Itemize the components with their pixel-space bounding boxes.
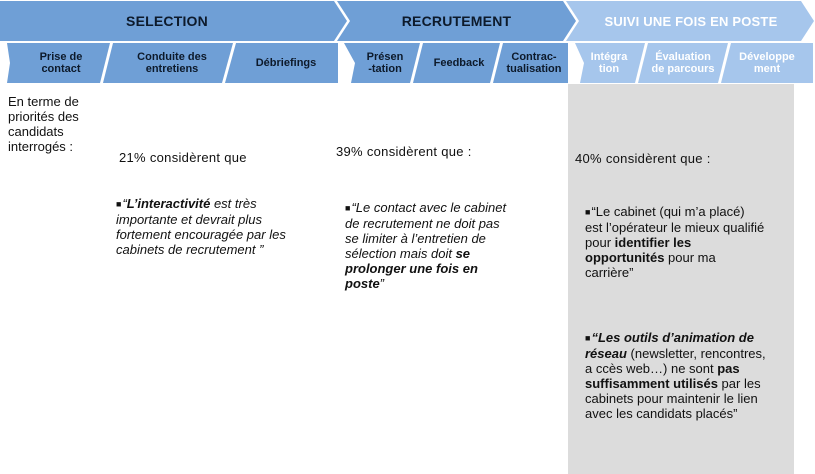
step-feedback: Feedback — [433, 57, 485, 69]
percentage-recrutement: 39% considèrent que : — [336, 144, 472, 159]
bullet-icon: ■ — [585, 207, 591, 217]
step-contractualisation: Contrac- tualisation — [506, 51, 562, 75]
phase-recrutement: RECRUTEMENT — [401, 13, 512, 29]
phase-suivi: SUIVI UNE FOIS EN POSTE — [604, 13, 778, 29]
quote-selection: ■“L’interactivité est très importante et devrait plus fortement encouragée par les cabinets de recrutement ” — [116, 196, 286, 257]
quote-recrutement: ■“Le contact avec le cabinet de recrutement ne doit pas se limiter à l’entretien de sélection mais doit se prolonger une fois en poste” — [345, 200, 507, 291]
step-presentation: Présen -tation — [366, 51, 404, 75]
step-debriefings: Débriefings — [255, 57, 317, 69]
step-conduite-entretiens: Conduite des entretiens — [137, 51, 207, 75]
quote-emphasis: se prolonger une fois en poste — [345, 246, 478, 291]
bullet-icon: ■ — [585, 333, 591, 343]
quote-suivi-outils: ■“Les outils d’animation de réseau (newsletter, rencontres, a ccès web…) ne sont pas suffisamment utilisés par les cabinets pour maintenir le lien avec les candidats placés” — [585, 330, 766, 421]
quote-suivi-opportunites: ■“Le cabinet (qui m’a placé) est l’opérateur le mieux qualifié pour identifier les opportunités pour ma carrière” — [585, 204, 765, 280]
percentage-selection: 21% considèrent que — [119, 150, 247, 165]
bullet-icon: ■ — [345, 203, 351, 213]
percentage-suivi: 40% considèrent que : — [575, 151, 711, 166]
quote-emphasis: identifier les opportunités — [585, 235, 692, 265]
quote-emphasis: “Les outils d’animation de réseau — [585, 330, 754, 361]
step-developpement: Développe ment — [739, 51, 795, 75]
quote-emphasis: L’interactivité — [126, 196, 211, 211]
step-integration: Intégra tion — [590, 51, 628, 75]
step-prise-contact: Prise de contact — [39, 51, 83, 75]
phase-selection: SELECTION — [126, 13, 208, 29]
bullet-icon: ■ — [116, 199, 122, 209]
intro-text: En terme de priorités des candidats interrogés : — [8, 94, 79, 154]
step-evaluation-parcours: Évaluation de parcours — [651, 51, 715, 75]
quote-emphasis: pas suffisamment utilisés — [585, 361, 740, 391]
